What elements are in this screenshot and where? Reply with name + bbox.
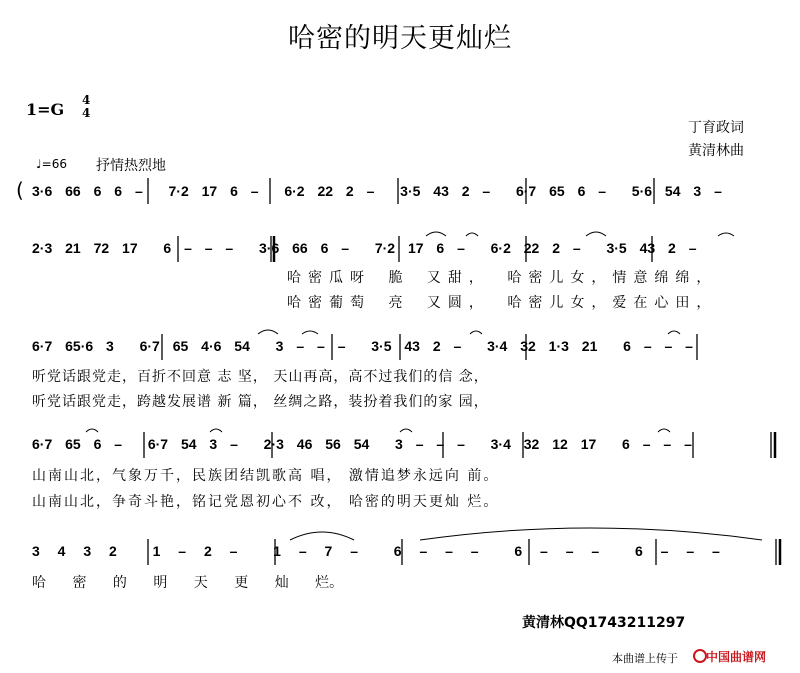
lyricist-credit: 丁育政词 (688, 120, 744, 136)
arranger-contact: 黄清林QQ1743211297 (522, 615, 686, 631)
notes-line: 6·7 65 6 – 6·7 54 3 – 2·3 46 56 54 3 – – – 3·4 32 12 17 6 – – – (32, 436, 692, 452)
composer-credit: 黄清林曲 (688, 143, 744, 159)
lyric-line-1: 哈密瓜呀 脆 又甜， 哈密儿女，情意绵绵， (287, 270, 718, 286)
site-logo-icon (694, 650, 706, 662)
lyric-line-1: 山南山北，气象万千，民族团结凯歌高 唱， 激情追梦永远向 前。 (32, 468, 500, 484)
notes-line: 6·7 65·6 3 6·7 65 4·6 54 3 – – – 3·5 43 2 – 3·4 32 1·3 21 6 – – – (32, 338, 693, 354)
upload-note: 本曲谱上传于 (612, 652, 678, 665)
lyric-line-2: 听党话跟党走，跨越发展谱 新 篇， 丝绸之路，装扮着我们的家 园， (32, 394, 489, 410)
lyric-line-2: 哈密葡萄 亮 又圆， 哈密儿女，爱在心田， (287, 295, 718, 311)
expression-marking: 抒情热烈地 (96, 158, 166, 174)
repeat-open-bracket: ( (16, 178, 24, 202)
lyric-line-1: 哈 密 的 明 天 更 灿 烂。 (32, 575, 344, 591)
notes-line: 3·6 66 6 6 – 7·2 17 6 – 6·2 22 2 – 3·5 43 2 – 6·7 65 6 – 5·6 54 3 – (32, 183, 722, 199)
song-title: 哈密的明天更灿烂 (288, 23, 512, 54)
lyric-line-1: 听党话跟党走，百折不回意 志 坚， 天山再高，高不过我们的信 念， (32, 369, 489, 385)
notes-line: 2·3 21 72 17 6 – – – 3·6 66 6 – 7·2 17 6 – 6·2 22 2 – 3·5 43 2 – (32, 240, 697, 256)
notes-line: 3 4 3 2 1 – 2 – 1 – 7 – 6 – – – 6 – – – 6 – – – (32, 543, 720, 559)
site-logo-text: 中国曲谱网 (706, 650, 767, 664)
lyric-line-2: 山南山北，争奇斗艳，铭记党恩初心不 改， 哈密的明天更灿 烂。 (32, 494, 500, 510)
key-signature: 1=G (26, 100, 65, 119)
tempo-marking: ♩=66 (36, 157, 67, 171)
time-signature-bottom: 4 (82, 106, 91, 120)
time-signature-top: 4 (82, 93, 91, 107)
